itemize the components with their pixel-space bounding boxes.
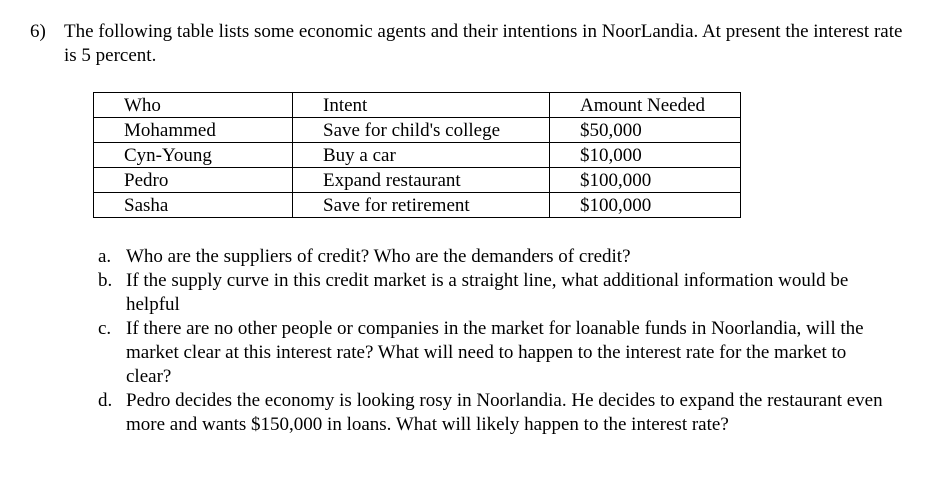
header-amount-needed: Amount Needed: [550, 93, 741, 118]
sub-question-c: [98, 317, 888, 389]
sub-question-letter: a.: [98, 246, 112, 267]
table-row: [94, 143, 741, 168]
sub-question-a: [98, 245, 888, 269]
cell-who: Mohammed: [94, 118, 293, 143]
cell-intent: Expand restaurant: [293, 168, 550, 193]
question-number: 6): [30, 21, 46, 42]
sub-question-letter: b.: [98, 270, 113, 291]
sub-question-letter: c.: [98, 318, 112, 339]
sub-question-letter: d.: [98, 390, 113, 411]
sub-question-text: Pedro decides the economy is looking rosy in Noorlandia. He decides to expand the restaurant even more and wants $150,000 in loans. What will likely happen to the interest rate?: [126, 390, 883, 435]
table-header-row: [94, 93, 741, 118]
header-who: Who: [94, 93, 293, 118]
sub-question-text: If there are no other people or companies in the market for loanable funds in Noorlandia, will the market clear at this interest rate? What will need to happen to the interest rate for the market to clear?: [126, 318, 864, 387]
sub-question-b: [98, 269, 888, 317]
sub-question-d: [98, 389, 888, 437]
cell-who: Pedro: [94, 168, 293, 193]
agents-table: [93, 92, 741, 218]
cell-intent: Buy a car: [293, 143, 550, 168]
cell-intent: Save for retirement: [293, 193, 550, 218]
table-row: [94, 118, 741, 143]
cell-amount: $100,000: [550, 168, 741, 193]
cell-who: Cyn-Young: [94, 143, 293, 168]
cell-amount: $100,000: [550, 193, 741, 218]
table-row: [94, 168, 741, 193]
cell-who: Sasha: [94, 193, 293, 218]
cell-intent: Save for child's college: [293, 118, 550, 143]
cell-amount: $10,000: [550, 143, 741, 168]
sub-question-text: Who are the suppliers of credit? Who are the demanders of credit?: [126, 246, 631, 267]
table-row: [94, 193, 741, 218]
header-intent: Intent: [293, 93, 550, 118]
sub-question-text: If the supply curve in this credit market is a straight line, what additional information would be helpful: [126, 270, 849, 315]
question-text: The following table lists some economic agents and their intentions in NoorLandia. At present the interest rate is 5 percent.: [64, 21, 903, 66]
cell-amount: $50,000: [550, 118, 741, 143]
question-6: [30, 20, 910, 68]
sub-questions-list: [98, 245, 888, 437]
question-heading: [30, 20, 910, 68]
